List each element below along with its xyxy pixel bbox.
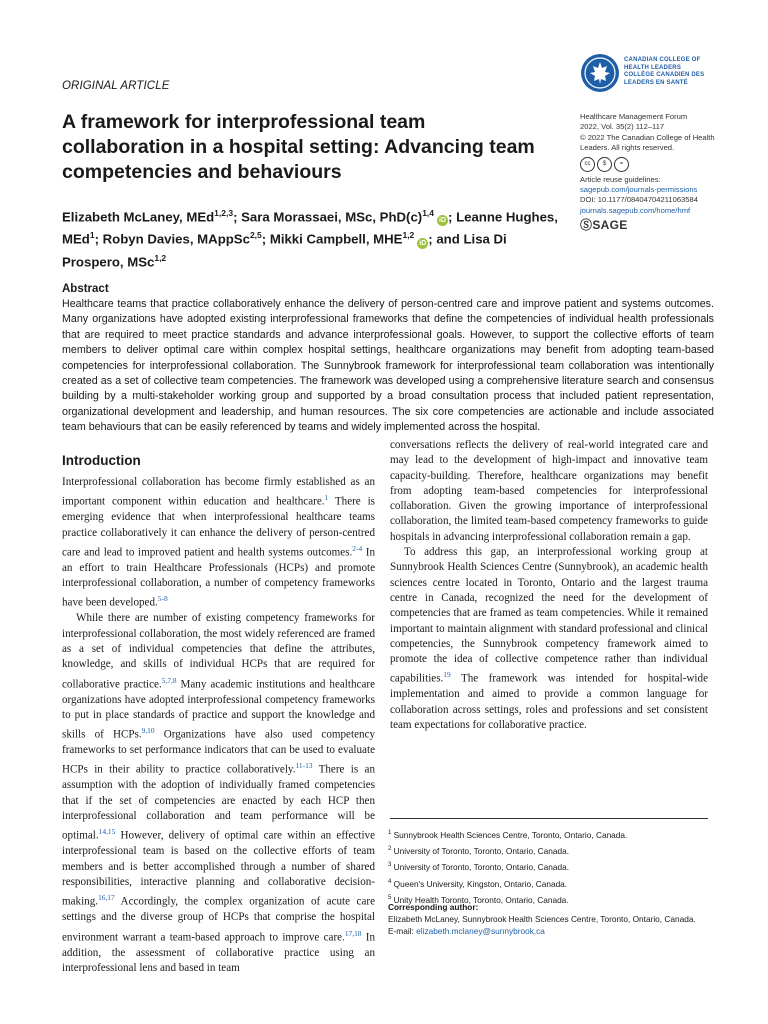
sage-icon: Ⓢ <box>580 218 593 233</box>
corresponding-email-line: E-mail: elizabeth.mclaney@sunnybrook.ca <box>388 925 545 936</box>
orcid-icon[interactable]: iD <box>419 239 427 247</box>
paragraph-text: The framework was intended for hospital-wide implementation and aimed to provide a common language for collaboration across settings, roles and professions and set consistent team expectations for collaborative practice. <box>390 673 708 732</box>
citation-ref[interactable]: 16,17 <box>98 893 115 903</box>
paragraph-text: Accordingly, the complex organization of acute care settings and the diverse group of HCPs that comprise the hospital environment warrant a team-based approach to improve care. <box>62 895 375 944</box>
author-affiliation-ref: 1,4 <box>422 208 435 218</box>
author-name: Elizabeth McLaney, MEd <box>62 209 215 225</box>
author-name: Lisa Di Prospero, MSc <box>62 231 507 270</box>
affiliation-number: 3 <box>388 862 392 869</box>
paragraph-text: While there are number of existing competency frameworks for interprofessional collaboration, the most widely referenced are framed as a set of individual competencies that define the attributes, knowledge, and skills of individual HCPs that are required for collaborative practice. <box>62 612 375 691</box>
author-separator: ; and <box>428 231 464 247</box>
author-separator: ; <box>261 231 270 247</box>
author-affiliation-ref: 2,5 <box>249 230 262 241</box>
body-paragraph <box>62 611 375 976</box>
affiliation-text: University of Toronto, Toronto, Ontario, Canada. <box>391 862 570 873</box>
paragraph-text: To address this gap, an interprofessional working group at Sunnybrook Health Sciences Centre (Sunnybrook), an academic health sciences centre located in Toronto, Ontario and the largest trauma centre in Canada, recognized the need for the development of competencies that are framed as team competencies. While it remained important to maintain alignment with standard professional and clinical competencies, the Sunnybrook competency framework aimed to promote the idea of collective competence rather than individual capabilities. <box>390 546 708 686</box>
citation-ref[interactable]: 5-8 <box>157 594 168 604</box>
citation-ref[interactable]: 5,7,8 <box>161 675 177 685</box>
author-name: Mikki Campbell, MHE <box>269 231 403 247</box>
logo-text: CANADIAN COLLEGE OF HEALTH LEADERS COLLÈGE CANADIEN DES LEADERS EN SANTÉ <box>624 57 705 86</box>
citation-ref[interactable]: 2-4 <box>352 543 363 553</box>
author-separator: ; <box>233 209 242 225</box>
author-separator: ; <box>94 231 103 247</box>
corresponding-heading: Corresponding author: <box>388 902 479 912</box>
doi: DOI: 10.1177/08404704211063584 <box>580 195 698 205</box>
author-affiliation-ref: 1,2 <box>402 230 415 241</box>
reuse-label: Article reuse guidelines: <box>580 174 661 184</box>
affiliation-item <box>388 875 708 891</box>
orcid-icon[interactable]: iD <box>439 217 447 225</box>
body-column-right <box>390 438 708 733</box>
affiliation-number: 2 <box>388 846 392 853</box>
affiliation-text: Sunnybrook Health Sciences Centre, Toronto, Ontario, Canada. <box>391 829 628 840</box>
abstract-heading: Abstract <box>62 283 109 295</box>
journal-logo <box>580 51 740 96</box>
abstract-text: Healthcare teams that practice collaboratively enhance the delivery of person-centred care and improve patient and systems outcomes. Many organizations have adopted existing interprofessional frameworks that define the competencies of individual health professionals that are required to meet practice standards and advance interprofessional goals. However, to support the collective efforts of team members to deliver optimal care within complex hospital settings, healthcare organizations may benefit from adopting team-based competencies for interprofessional collaboration. The Sunnybrook framework for interprofessional team collaboration was intentionally created as a set of collective team competencies. The framework was developed using a comprehensive literature search and consensus building by a multi-stakeholder working group and supported by a broad consultation process that included patient representation, organizational development and leadership, and human resources. The six core competencies are actionable and include associated team behaviours that can be easily referenced by teams and widely implemented across the hospital. <box>62 298 714 434</box>
affiliation-text: Unity Health Toronto, Toronto, Ontario, Canada. <box>391 894 569 905</box>
cc-nd-icon: = <box>614 157 629 172</box>
citation-ref[interactable]: 1 <box>324 493 329 503</box>
paragraph-text: Organizations have also used competency frameworks to set performance indicators that can be used to evaluate HCPs in their ability to practice collaboratively. <box>62 728 376 777</box>
corresponding-author <box>388 902 708 937</box>
maple-leaf-logo-icon <box>580 53 620 93</box>
paragraph-text: There is emerging evidence that when interprofessional healthcare teams practice collaboratively it can enhance the delivery of person-centred care and lead to improved patient and health systems outcomes. <box>62 495 375 559</box>
body-paragraph <box>62 475 375 611</box>
email-link[interactable]: elizabeth.mclaney@sunnybrook.ca <box>416 925 545 936</box>
paragraph-text: In an effort to train Healthcare Professionals (HCPs) and promote interprofessional collaboration, a number of competency frameworks have been developed. <box>62 546 376 610</box>
journal-link[interactable]: journals.sagepub.com/home/hmf <box>580 205 691 215</box>
affiliation-text: Queen's University, Kingston, Ontario, Canada. <box>391 878 568 889</box>
body-paragraph <box>390 438 708 545</box>
citation-ref[interactable]: 11-13 <box>295 761 313 771</box>
creative-commons-badge <box>580 157 740 172</box>
paragraph-text: In addition, the assessment of collaborative practice using an interprofessional lens and based in team <box>62 931 376 974</box>
affiliations-list <box>388 826 708 907</box>
paragraph-text: Interprofessional collaboration has become firmly established as an important component within education and healthcare. <box>62 476 375 508</box>
journal-name: Healthcare Management Forum <box>580 112 688 121</box>
paragraph-text: Many academic institutions and healthcare organizations have adopted interprofessional competency frameworks to put in place standards of practice and support the knowledge and skills of HCPs. <box>62 678 375 741</box>
citation-ref[interactable]: 19 <box>443 670 451 680</box>
citation-ref[interactable]: 9,10 <box>141 726 155 736</box>
author-affiliation-ref: 1,2 <box>154 252 167 263</box>
author-affiliation-ref: 1 <box>89 230 95 241</box>
affiliation-text: University of Toronto, Toronto, Ontario, Canada. <box>391 845 570 856</box>
affiliation-number: 1 <box>388 830 392 836</box>
body-paragraph <box>390 545 708 733</box>
article-metadata <box>580 112 740 231</box>
article-title: A framework for interprofessional team collaboration in a hospital setting: Advancing team competencies and behaviours <box>62 111 535 183</box>
affiliation-item <box>388 858 708 874</box>
author-list <box>62 204 562 271</box>
paragraph-text: There is an assumption with the adoption of individually framed competencies that if the set of competencies are enacted by each HCP then interprofessional collaboration and team performance will be optimal. <box>62 764 375 843</box>
author-name: Leanne Hughes, MEd <box>62 209 558 247</box>
cc-nc-icon: $ <box>597 157 612 172</box>
affiliation-item <box>388 826 708 842</box>
paragraph-text: However, delivery of optimal care within an effective interprofessional team is based on the collective efforts of team members and is better accomplished through a number of shared responsibilities, interactive planning and collaborative decision-making. <box>62 830 375 908</box>
affiliation-number: 4 <box>388 878 392 885</box>
reuse-link[interactable]: sagepub.com/journals-permissions <box>580 185 698 195</box>
author-name: Robyn Davies, MAppSc <box>102 231 250 247</box>
copyright-notice: © 2022 The Canadian College of Health Leaders. All rights reserved. <box>580 132 715 153</box>
sage-logo: ⓈSAGE <box>580 218 628 233</box>
corresponding-text: Elizabeth McLaney, Sunnybrook Health Sciences Centre, Toronto, Ontario, Canada. <box>388 913 696 924</box>
introduction-heading: Introduction <box>62 453 141 468</box>
author-name: Sara Morassaei, MSc, PhD(c) <box>241 209 423 225</box>
citation-ref[interactable]: 17,18 <box>344 928 362 938</box>
author-affiliation-ref: 1,2,3 <box>214 208 234 218</box>
cc-icon: cc <box>580 157 595 172</box>
paragraph-text: conversations reflects the delivery of real-world integrated care and may lead to the development of high-impact and innovative team capacity-building. Therefore, healthcare organizations may benefit from adopting team-based competencies for interprofessional collaboration. Given the growing importance of interprofessional collaboration, the limited team-based competency frameworks to guide hospitals in advancing interprofessional collaboration remain a gap. <box>390 439 708 543</box>
article-type-label: ORIGINAL ARTICLE <box>62 80 170 92</box>
journal-volume: 2022, Vol. 35(2) 112–117 <box>580 122 665 132</box>
affiliation-item <box>388 842 708 858</box>
author-separator: ; <box>448 209 457 225</box>
affiliation-number: 5 <box>388 894 392 901</box>
citation-ref[interactable]: 14,15 <box>98 827 116 837</box>
footnote-divider <box>390 818 708 819</box>
body-column-left <box>62 475 375 976</box>
